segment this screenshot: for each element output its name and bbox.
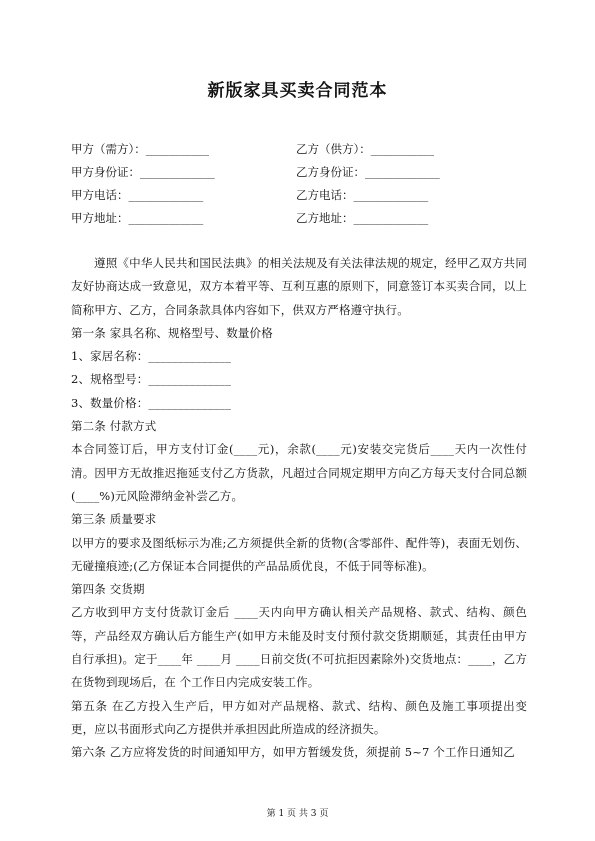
intro-paragraph: 遵照《中华人民共和国民法典》的相关法规及有关法律法规的规定，经甲乙双方共同友好协商达成一致意见，双方本着平等、互利互惠的原则下，同意签订本买卖合同，以上简称甲方、乙方，合同条款具体内容如下，供双方严格遵守执行。 [71,256,527,317]
page-number-footer: 第 1 页 共 3 页 [266,809,329,819]
article-4-text: 乙方收到甲方支付货款订金后 ____天内向甲方确认相关产品规格、款式、结构、颜色等，产品经双方确认后方能生产(如甲方未能及时支付预付款交货期顺延，其责任由甲方自行承担)。定于____年 ____月 ____日前交货(不可抗拒因素除外)交货地点：____，乙方在货物到现场后，在 个工作日内完成安装工作。 [71,605,527,690]
article-2-text: 本合同签订后，甲方支付订金(____元)，余款(____元)安装交完货后____天内一次性付清。因甲方无故推迟拖延支付乙方货款，凡超过合同规定期甲方向乙方每天支付合同总额(____%)元风险滞纳金补尝乙方。 [71,442,527,503]
party-row-2 [71,164,531,180]
article-3-heading: 第三条 质量要求 [71,512,157,527]
party-row-1 [71,141,531,157]
contract-body [71,252,527,765]
item-model-spec: 2、规格型号：______________ [71,372,231,387]
party-row-4 [71,210,531,226]
article-3-text: 以甲方的要求及图纸标示为准;乙方须提供全新的货物(含零部件、配件等)，表面无划伤、无碰撞痕迹;(乙方保证本合同提供的产品品质优良，不低于同等标准)。 [71,535,527,573]
party-b-seller-field: 乙方（供方）：___________ [296,142,434,156]
document-title: 新版家具买卖合同范本 [207,81,388,101]
party-b-address-field: 乙方地址：_____________ [296,211,429,225]
party-a-phone-field: 甲方电话：_____________ [71,188,204,202]
article-4-heading: 第四条 交货期 [71,582,145,597]
article-2-heading: 第二条 付款方式 [71,419,157,434]
party-row-3 [71,187,531,203]
item-quantity-price: 3、数量价格：______________ [71,395,231,410]
article-6-text: 第六条 乙方应将发货的时间通知甲方，如甲方暂缓发货，须提前 5~7 个工作日通知乙 [71,745,515,760]
article-5-text: 第五条 在乙方投入生产后，甲方如对产品规格、款式、结构、颜色及施工事项提出变更，应以书面形式向乙方提供并承担因此所造成的经济损失。 [71,698,527,736]
party-a-buyer-field: 甲方（需方）：___________ [71,142,209,156]
party-b-phone-field: 乙方电话：_____________ [296,188,429,202]
party-b-id-field: 乙方身份证：_____________ [296,165,440,179]
party-a-address-field: 甲方地址：_____________ [71,211,204,225]
party-a-id-field: 甲方身份证：_____________ [71,165,215,179]
article-1-heading: 第一条 家具名称、规格型号、数量价格 [71,325,273,340]
item-furniture-name: 1、家居名称：______________ [71,349,231,364]
